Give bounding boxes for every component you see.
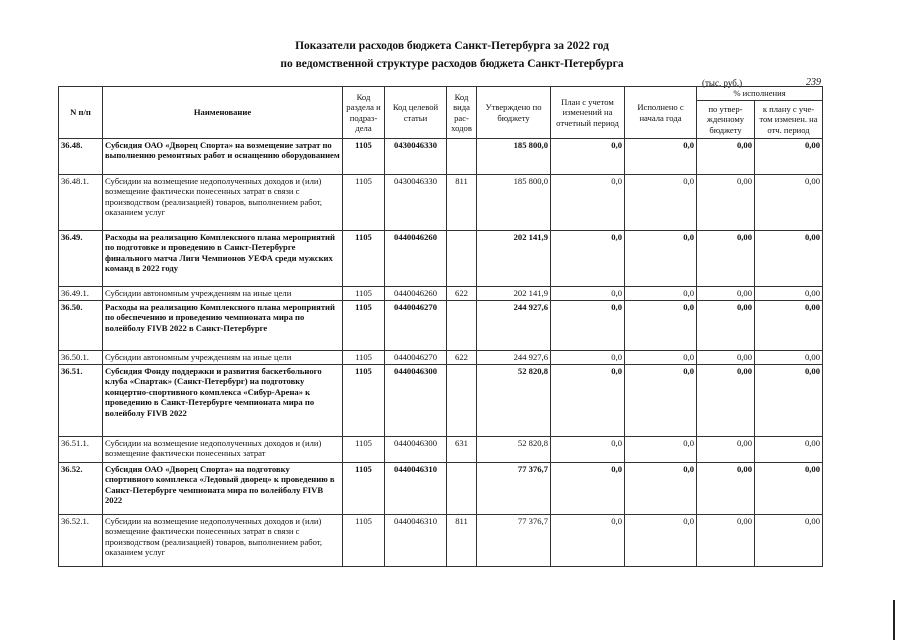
cell-kind: 622 xyxy=(447,351,477,365)
cell-executed: 0,0 xyxy=(625,287,697,301)
cell-num: 36.49. xyxy=(59,231,103,287)
cell-kind xyxy=(447,365,477,437)
cell-pct-plan: 0,00 xyxy=(755,301,823,351)
cell-executed: 0,0 xyxy=(625,139,697,175)
cell-num: 36.50.1. xyxy=(59,351,103,365)
table-row xyxy=(59,515,823,567)
table-row xyxy=(59,365,823,437)
cell-pct-approved: 0,00 xyxy=(697,175,755,231)
cell-pct-plan: 0,00 xyxy=(755,365,823,437)
cell-num: 36.51.1. xyxy=(59,437,103,463)
cell-section: 1105 xyxy=(343,463,385,515)
cell-num: 36.48.1. xyxy=(59,175,103,231)
table-row xyxy=(59,463,823,515)
cell-plan: 0,0 xyxy=(551,437,625,463)
cell-kind xyxy=(447,139,477,175)
col-header-approved: Утверждено по бюджету xyxy=(477,87,551,139)
cell-kind: 811 xyxy=(447,515,477,567)
cell-pct-approved: 0,00 xyxy=(697,301,755,351)
cell-kind xyxy=(447,231,477,287)
cell-num: 36.52.1. xyxy=(59,515,103,567)
cell-target: 0430046330 xyxy=(385,139,447,175)
cell-name: Субсидии автономным учреждениям на иные цели xyxy=(103,287,343,301)
table-row xyxy=(59,175,823,231)
cell-target: 0440046300 xyxy=(385,365,447,437)
cell-approved: 77 376,7 xyxy=(477,515,551,567)
cell-name: Субсидии автономным учреждениям на иные цели xyxy=(103,351,343,365)
scan-edge-mark xyxy=(893,600,895,640)
cell-target: 0440046260 xyxy=(385,287,447,301)
cell-name: Расходы на реализацию Комплексного плана мероприятий по подготовке и проведению в Санкт-Петербурге финального матча Лиги Чемпионов УЕФА среди мужских команд в 2022 году xyxy=(103,231,343,287)
cell-name: Субсидии на возмещение недополученных доходов и (или) возмещение фактически понесенных затрат в связи с производством (реализацией) товаров, выполнением работ, оказанием услуг xyxy=(103,515,343,567)
cell-pct-approved: 0,00 xyxy=(697,139,755,175)
table-row xyxy=(59,437,823,463)
cell-pct-plan: 0,00 xyxy=(755,231,823,287)
table-row xyxy=(59,139,823,175)
cell-name: Субсидия Фонду поддержки и развития баскетбольного клуба «Спартак» (Санкт-Петербург) на подготовку концертно-спортивного комплекса «Сибур-Арена» к проведению в Санкт-Петербурге чемпионата мира по волейболу FIVB 2022 xyxy=(103,365,343,437)
table-row xyxy=(59,301,823,351)
col-header-executed: Исполнено с начала года xyxy=(625,87,697,139)
cell-executed: 0,0 xyxy=(625,351,697,365)
cell-pct-plan: 0,00 xyxy=(755,287,823,301)
cell-pct-approved: 0,00 xyxy=(697,515,755,567)
cell-target: 0440046260 xyxy=(385,231,447,287)
cell-pct-approved: 0,00 xyxy=(697,231,755,287)
cell-section: 1105 xyxy=(343,139,385,175)
cell-section: 1105 xyxy=(343,287,385,301)
document-title-line2: по ведомственной структуре расходов бюджета Санкт-Петербурга xyxy=(280,58,624,70)
cell-pct-plan: 0,00 xyxy=(755,139,823,175)
cell-pct-plan: 0,00 xyxy=(755,175,823,231)
cell-approved: 52 820,8 xyxy=(477,365,551,437)
cell-target: 0440046270 xyxy=(385,351,447,365)
cell-name: Субсидия ОАО «Дворец Спорта» на возмещение затрат по выполнению ремонтных работ и оснащению оборудованием xyxy=(103,139,343,175)
cell-kind: 631 xyxy=(447,437,477,463)
cell-section: 1105 xyxy=(343,515,385,567)
cell-executed: 0,0 xyxy=(625,301,697,351)
cell-kind: 811 xyxy=(447,175,477,231)
cell-plan: 0,0 xyxy=(551,301,625,351)
cell-section: 1105 xyxy=(343,365,385,437)
cell-name: Субсидии на возмещение недополученных доходов и (или) возмещение фактически понесенных затрат xyxy=(103,437,343,463)
cell-name: Расходы на реализацию Комплексного плана мероприятий по обеспечению и проведению чемпионата мира по волейболу FIVB 2022 в Санкт-Петербурге xyxy=(103,301,343,351)
cell-approved: 202 141,9 xyxy=(477,231,551,287)
cell-num: 36.50. xyxy=(59,301,103,351)
cell-kind xyxy=(447,463,477,515)
col-header-section: Код раздела и подраз-дела xyxy=(343,87,385,139)
cell-pct-approved: 0,00 xyxy=(697,287,755,301)
cell-pct-approved: 0,00 xyxy=(697,351,755,365)
cell-pct-approved: 0,00 xyxy=(697,437,755,463)
table-row xyxy=(59,351,823,365)
cell-num: 36.52. xyxy=(59,463,103,515)
cell-name: Субсидия ОАО «Дворец Спорта» на подготовку спортивного комплекса «Ледовый дворец» к проведению в Санкт-Петербурге чемпионата мира по волейболу FIVB 2022 xyxy=(103,463,343,515)
cell-num: 36.51. xyxy=(59,365,103,437)
cell-plan: 0,0 xyxy=(551,463,625,515)
col-header-percent-group: % исполнения xyxy=(697,87,823,101)
col-header-num: N п/п xyxy=(59,87,103,139)
cell-pct-plan: 0,00 xyxy=(755,351,823,365)
col-header-pct-approved: по утвер-жденному бюджету xyxy=(697,101,755,139)
cell-approved: 244 927,6 xyxy=(477,351,551,365)
col-header-target: Код целевой статьи xyxy=(385,87,447,139)
col-header-kind: Код вида рас-ходов xyxy=(447,87,477,139)
cell-approved: 185 800,0 xyxy=(477,139,551,175)
cell-executed: 0,0 xyxy=(625,437,697,463)
cell-section: 1105 xyxy=(343,231,385,287)
cell-pct-plan: 0,00 xyxy=(755,437,823,463)
cell-section: 1105 xyxy=(343,301,385,351)
cell-executed: 0,0 xyxy=(625,175,697,231)
cell-plan: 0,0 xyxy=(551,139,625,175)
table-row xyxy=(59,287,823,301)
cell-plan: 0,0 xyxy=(551,515,625,567)
cell-num: 36.48. xyxy=(59,139,103,175)
cell-kind: 622 xyxy=(447,287,477,301)
cell-pct-plan: 0,00 xyxy=(755,515,823,567)
cell-approved: 244 927,6 xyxy=(477,301,551,351)
cell-target: 0440046310 xyxy=(385,515,447,567)
cell-name: Субсидии на возмещение недополученных доходов и (или) возмещение фактически понесенных затрат в связи с производством (реализацией) товаров, выполнением работ, оказанием услуг xyxy=(103,175,343,231)
expenditure-table xyxy=(58,86,823,567)
page-number: 239 xyxy=(806,77,821,88)
cell-kind xyxy=(447,301,477,351)
col-header-pct-plan: к плану с уче-том изменен. на отч. период xyxy=(755,101,823,139)
cell-approved: 77 376,7 xyxy=(477,463,551,515)
cell-section: 1105 xyxy=(343,437,385,463)
cell-plan: 0,0 xyxy=(551,365,625,437)
cell-plan: 0,0 xyxy=(551,351,625,365)
cell-executed: 0,0 xyxy=(625,231,697,287)
cell-executed: 0,0 xyxy=(625,365,697,437)
cell-section: 1105 xyxy=(343,351,385,365)
units-label: (тыс. руб.) xyxy=(702,78,743,88)
cell-approved: 185 800,0 xyxy=(477,175,551,231)
cell-target: 0440046300 xyxy=(385,437,447,463)
cell-target: 0430046330 xyxy=(385,175,447,231)
cell-pct-plan: 0,00 xyxy=(755,463,823,515)
cell-executed: 0,0 xyxy=(625,463,697,515)
col-header-plan: План с учетом изменений на отчетный период xyxy=(551,87,625,139)
document-title-line1: Показатели расходов бюджета Санкт-Петербурга за 2022 год xyxy=(295,40,609,52)
cell-executed: 0,0 xyxy=(625,515,697,567)
cell-num: 36.49.1. xyxy=(59,287,103,301)
col-header-name: Наименование xyxy=(103,87,343,139)
cell-plan: 0,0 xyxy=(551,287,625,301)
cell-approved: 52 820,8 xyxy=(477,437,551,463)
cell-target: 0440046270 xyxy=(385,301,447,351)
cell-plan: 0,0 xyxy=(551,175,625,231)
cell-pct-approved: 0,00 xyxy=(697,463,755,515)
cell-pct-approved: 0,00 xyxy=(697,365,755,437)
table-row xyxy=(59,231,823,287)
cell-section: 1105 xyxy=(343,175,385,231)
cell-approved: 202 141,9 xyxy=(477,287,551,301)
cell-plan: 0,0 xyxy=(551,231,625,287)
cell-target: 0440046310 xyxy=(385,463,447,515)
